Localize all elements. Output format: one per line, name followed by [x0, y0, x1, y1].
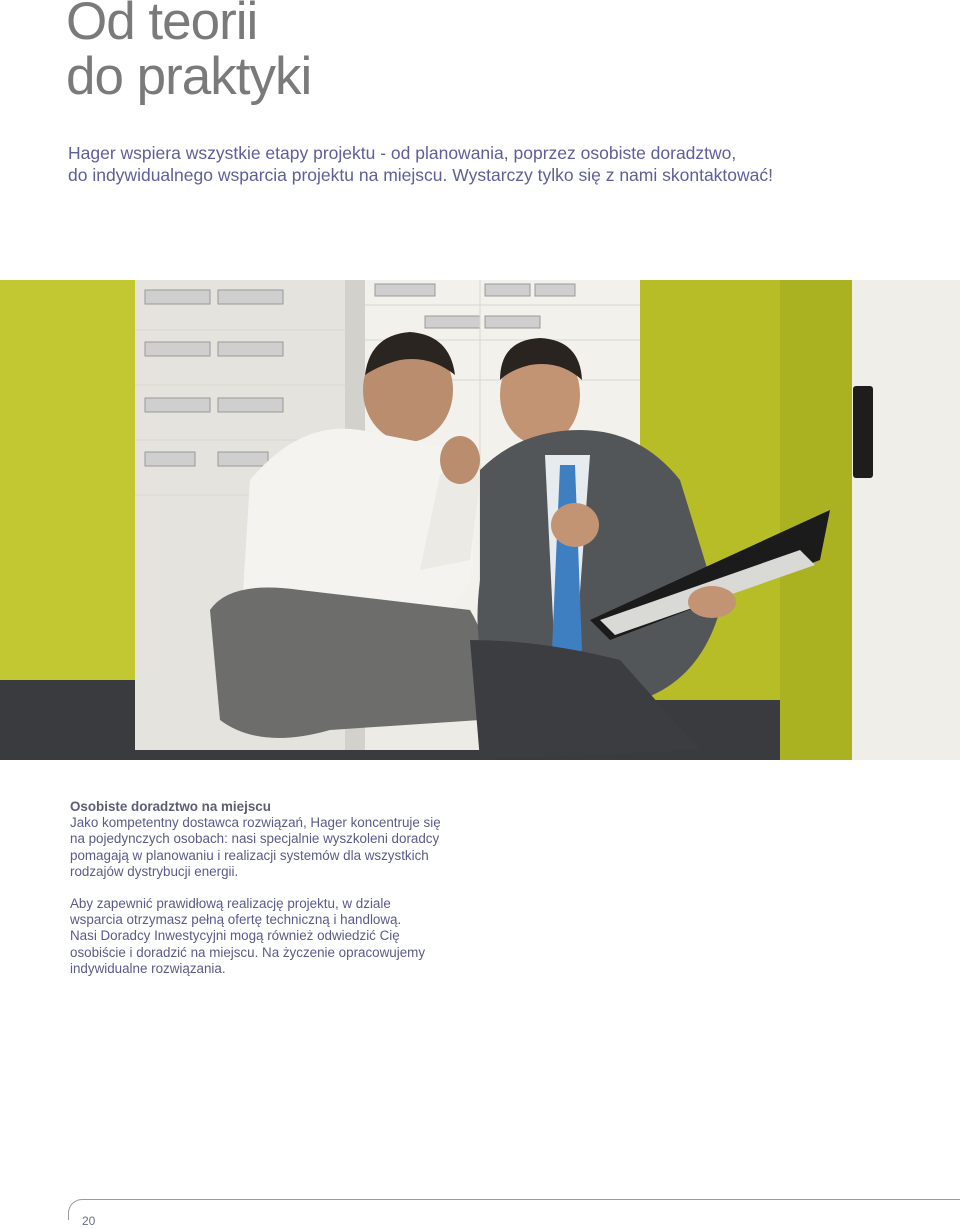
intro-line: Hager wspiera wszystkie etapy projektu - od planowania, poprzez osobiste doradztwo,	[68, 143, 737, 163]
paragraph-line: wsparcia otrzymasz pełną ofertę techniczną i handlową.	[70, 912, 402, 928]
paragraph-line: osobiście i doradzić na miejscu. Na życzenie opracowujemy	[70, 944, 426, 960]
paragraph-line: indywidualne rozwiązania.	[70, 960, 226, 976]
paragraph-1	[70, 799, 630, 880]
intro-text	[68, 142, 848, 186]
intro-line: do indywidualnego wsparcia projektu na miejscu. Wystarczy tylko się z nami skontaktować!	[68, 165, 774, 185]
title-line-2: do praktyki	[66, 47, 312, 106]
paragraph-line: na pojedynczych osobach: nasi specjalnie wyszkoleni doradcy	[70, 831, 440, 847]
title-line-1: Od teorii	[66, 0, 258, 51]
paragraph-line: Aby zapewnić prawidłową realizację projektu, w dziale	[70, 896, 391, 912]
paragraph-line: Jako kompetentny dostawca rozwiązań, Hager koncentruje się	[70, 815, 441, 831]
paragraph-line: pomagają w planowaniu i realizacji systemów dla wszystkich	[70, 847, 429, 863]
paragraph-line: Nasi Doradcy Inwestycyjni mogą również odwiedzić Cię	[70, 928, 400, 944]
article-section	[70, 799, 630, 993]
paragraph-2	[70, 896, 630, 977]
footer-divider	[68, 1199, 960, 1220]
consultants-photo	[0, 280, 960, 760]
paragraph-line: rodzajów dystrybucji energii.	[70, 863, 239, 879]
section-heading: Osobiste doradztwo na miejscu	[70, 799, 271, 814]
page-title	[66, 0, 311, 104]
page-number: 20	[82, 1214, 96, 1228]
